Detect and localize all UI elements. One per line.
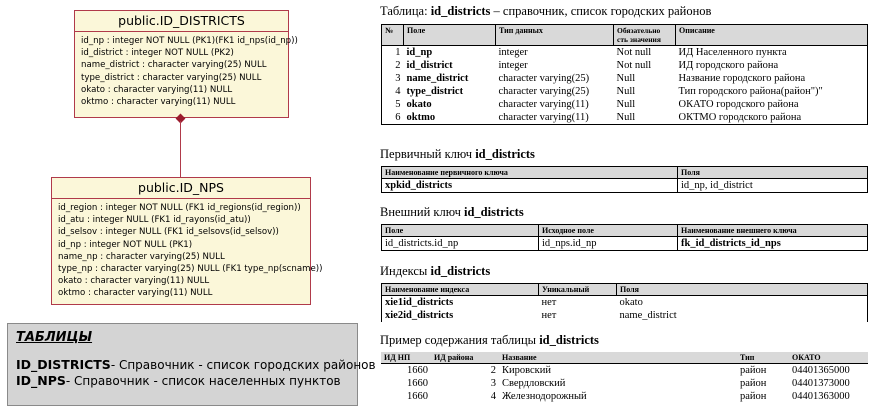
column-header: Поля bbox=[617, 284, 868, 296]
cell-district: 3 bbox=[490, 378, 496, 389]
cell-type: район bbox=[740, 391, 767, 402]
legend-title: ТАБЛИЦЫ bbox=[16, 330, 93, 345]
pk-caption bbox=[380, 147, 535, 162]
cell-idx-fields: name_district bbox=[619, 310, 677, 321]
cell-num: 1 bbox=[395, 47, 401, 58]
cell-district: 2 bbox=[490, 365, 496, 376]
er-field: name_district : character varying(25) NULL bbox=[81, 60, 267, 71]
cell-field: type_district bbox=[406, 86, 464, 97]
table-row bbox=[382, 111, 868, 125]
column-header: ОКАТО bbox=[789, 352, 868, 364]
column-header: Поле bbox=[404, 25, 496, 46]
er-field: id_region : integer NOT NULL (FK1 id_regions(id_region)) bbox=[58, 203, 301, 213]
fk-caption bbox=[380, 205, 524, 220]
cell-num: 5 bbox=[395, 99, 401, 110]
indexes-table bbox=[381, 283, 868, 322]
cell-desc: ОКАТО городского района bbox=[678, 99, 799, 110]
er-field: type_district : character varying(25) NULL bbox=[81, 72, 262, 83]
er-field: id_district : integer NOT NULL (PK2) bbox=[81, 48, 234, 59]
cell-fk-source: id_nps.id_np bbox=[539, 237, 678, 251]
er-field: oktmo : character varying(11) NULL bbox=[81, 97, 236, 108]
cell-type: район bbox=[740, 378, 767, 389]
cell-required: Not null bbox=[616, 60, 652, 71]
er-entity-fields bbox=[75, 32, 298, 112]
cell-name: Свердловский bbox=[502, 378, 566, 389]
cell-okato: 04401363000 bbox=[792, 391, 850, 402]
cell-desc: ИД Населенного пункта bbox=[678, 47, 787, 58]
cell-idx-unique: нет bbox=[541, 310, 557, 321]
legend-table-name: ID_NPS bbox=[16, 373, 66, 388]
column-header: Тип bbox=[737, 352, 789, 364]
column-header: Поля bbox=[678, 167, 868, 179]
cell-num: 3 bbox=[395, 73, 401, 84]
cell-np: 1660 bbox=[407, 365, 428, 376]
cell-field: oktmo bbox=[406, 112, 436, 123]
table-row bbox=[382, 59, 868, 72]
cell-idx-fields: okato bbox=[619, 297, 643, 308]
cell-fk-name: fk_id_districts_id_nps bbox=[678, 237, 868, 251]
caption-table-name: id_districts bbox=[430, 4, 491, 18]
primary-key-table bbox=[381, 166, 868, 193]
table-row bbox=[382, 237, 868, 251]
caption-prefix: Внешний ключ bbox=[380, 205, 464, 219]
table-row bbox=[381, 390, 868, 403]
cell-idx-name: xie2id_districts bbox=[385, 310, 454, 321]
column-header: Наименование индекса bbox=[382, 284, 539, 296]
cell-pk-fields: id_np, id_district bbox=[678, 179, 868, 193]
relationship-line bbox=[180, 121, 181, 177]
tables-legend bbox=[7, 323, 376, 406]
er-field: oktmo : character varying(11) NULL bbox=[58, 288, 213, 299]
cell-required: Null bbox=[616, 73, 636, 84]
caption-suffix: – справочник, список городских районов bbox=[490, 4, 712, 18]
cell-type: character varying(11) bbox=[498, 99, 589, 110]
cell-desc: ИД городского района bbox=[678, 60, 779, 71]
table-documentation bbox=[376, 0, 866, 415]
cell-type: район bbox=[740, 365, 767, 376]
cell-num: 4 bbox=[395, 86, 401, 97]
column-header: Исходное поле bbox=[539, 225, 678, 237]
er-field: name_np : character varying(25) NULL bbox=[58, 251, 225, 262]
cell-field: okato bbox=[406, 99, 432, 110]
table-caption bbox=[380, 4, 711, 19]
cell-desc: Название городского района bbox=[678, 73, 806, 84]
table-row bbox=[381, 377, 868, 390]
cell-required: Null bbox=[616, 86, 636, 97]
caption-table-name: id_districts bbox=[430, 264, 491, 278]
er-field: id_selsov : integer NULL (FK1 id_selsovs(id_selsov)) bbox=[58, 227, 279, 238]
cell-desc: ОКТМО городского района bbox=[678, 112, 802, 123]
idx-caption bbox=[380, 264, 490, 279]
cell-fk-field: id_districts.id_np bbox=[382, 237, 539, 251]
table-row bbox=[382, 179, 868, 193]
er-entity-id-districts bbox=[74, 10, 298, 118]
cell-field: id_district bbox=[406, 60, 453, 71]
cell-num: 6 bbox=[395, 112, 401, 123]
sample-caption bbox=[380, 333, 599, 348]
er-field: okato : character varying(11) NULL bbox=[81, 84, 233, 95]
cell-field: name_district bbox=[406, 73, 469, 84]
column-header: ИД района bbox=[431, 352, 499, 364]
cell-required: Null bbox=[616, 112, 636, 123]
legend-table-desc: - Справочник - список населенных пунктов bbox=[65, 374, 341, 388]
cell-field: id_np bbox=[406, 47, 433, 58]
cell-type: integer bbox=[498, 60, 528, 71]
table-row bbox=[382, 309, 868, 322]
caption-prefix: Пример содержания таблицы bbox=[380, 333, 540, 347]
caption-table-name: id_districts bbox=[475, 147, 535, 161]
er-field: id_np : integer NOT NULL (PK1)(FK1 id_nps(id_np)) bbox=[81, 36, 298, 46]
sample-data-table bbox=[381, 352, 868, 403]
column-header: Обязательно сть значения bbox=[614, 25, 676, 46]
legend-row bbox=[16, 373, 349, 389]
table-row bbox=[382, 72, 868, 85]
cell-desc: Тип городского района(район")" bbox=[678, 86, 823, 97]
er-field: id_np : integer NOT NULL (PK1) bbox=[58, 239, 193, 250]
column-header: Описание bbox=[676, 25, 868, 46]
columns-table bbox=[381, 24, 868, 125]
column-header: ИД НП bbox=[381, 352, 431, 364]
column-header: № bbox=[382, 25, 404, 46]
foreign-key-table bbox=[381, 224, 868, 251]
caption-table-name: id_districts bbox=[463, 205, 524, 219]
column-header: Уникальный bbox=[539, 284, 617, 296]
cell-okato: 04401373000 bbox=[792, 378, 850, 389]
cell-type: character varying(25) bbox=[498, 73, 590, 84]
caption-prefix: Индексы bbox=[380, 264, 431, 278]
er-field: id_atu : integer NULL (FK1 id_rayons(id_atu)) bbox=[58, 215, 251, 226]
legend-table-name: ID_DISTRICTS bbox=[16, 357, 111, 372]
column-header: Поле bbox=[382, 225, 539, 237]
table-row bbox=[382, 85, 868, 98]
cell-num: 2 bbox=[395, 60, 401, 71]
er-entity-title: public.ID_DISTRICTS bbox=[75, 11, 288, 32]
cell-type: character varying(11) bbox=[498, 112, 589, 123]
cell-type: character varying(25) bbox=[498, 86, 590, 97]
table-row bbox=[381, 364, 868, 378]
column-header: Наименование внешнего ключа bbox=[678, 225, 868, 237]
cell-idx-unique: нет bbox=[541, 297, 557, 308]
caption-prefix: Первичный ключ bbox=[380, 147, 476, 161]
column-header: Тип данных bbox=[496, 25, 614, 46]
cell-required: Not null bbox=[616, 47, 652, 58]
cell-district: 4 bbox=[490, 391, 496, 402]
er-entity-fields bbox=[52, 199, 323, 304]
cell-okato: 04401365000 bbox=[792, 365, 850, 376]
caption-table-name: id_districts bbox=[539, 333, 599, 347]
cell-type: integer bbox=[498, 47, 528, 58]
cell-idx-name: xie1id_districts bbox=[385, 297, 454, 308]
table-row bbox=[382, 98, 868, 111]
table-row bbox=[382, 46, 868, 60]
cell-pk-name: xpkid_districts bbox=[382, 179, 678, 193]
cell-name: Железнодорожный bbox=[502, 391, 587, 402]
cell-np: 1660 bbox=[407, 378, 428, 389]
legend-row bbox=[16, 357, 376, 373]
column-header: Название bbox=[499, 352, 737, 364]
cell-name: Кировский bbox=[502, 365, 552, 376]
er-entity-id-nps bbox=[51, 177, 323, 305]
caption-prefix: Таблица: bbox=[380, 4, 431, 18]
er-entity-title: public.ID_NPS bbox=[52, 178, 310, 199]
legend-table-desc: - Справочник - список городских районов bbox=[110, 358, 376, 372]
er-field: type_np : character varying(25) NULL (FK1 type_np(scname)) bbox=[58, 264, 323, 275]
cell-required: Null bbox=[616, 99, 636, 110]
cell-np: 1660 bbox=[407, 391, 428, 402]
table-row bbox=[382, 296, 868, 310]
er-field: okato : character varying(11) NULL bbox=[58, 276, 210, 287]
column-header: Наименование первичного ключа bbox=[382, 167, 678, 179]
